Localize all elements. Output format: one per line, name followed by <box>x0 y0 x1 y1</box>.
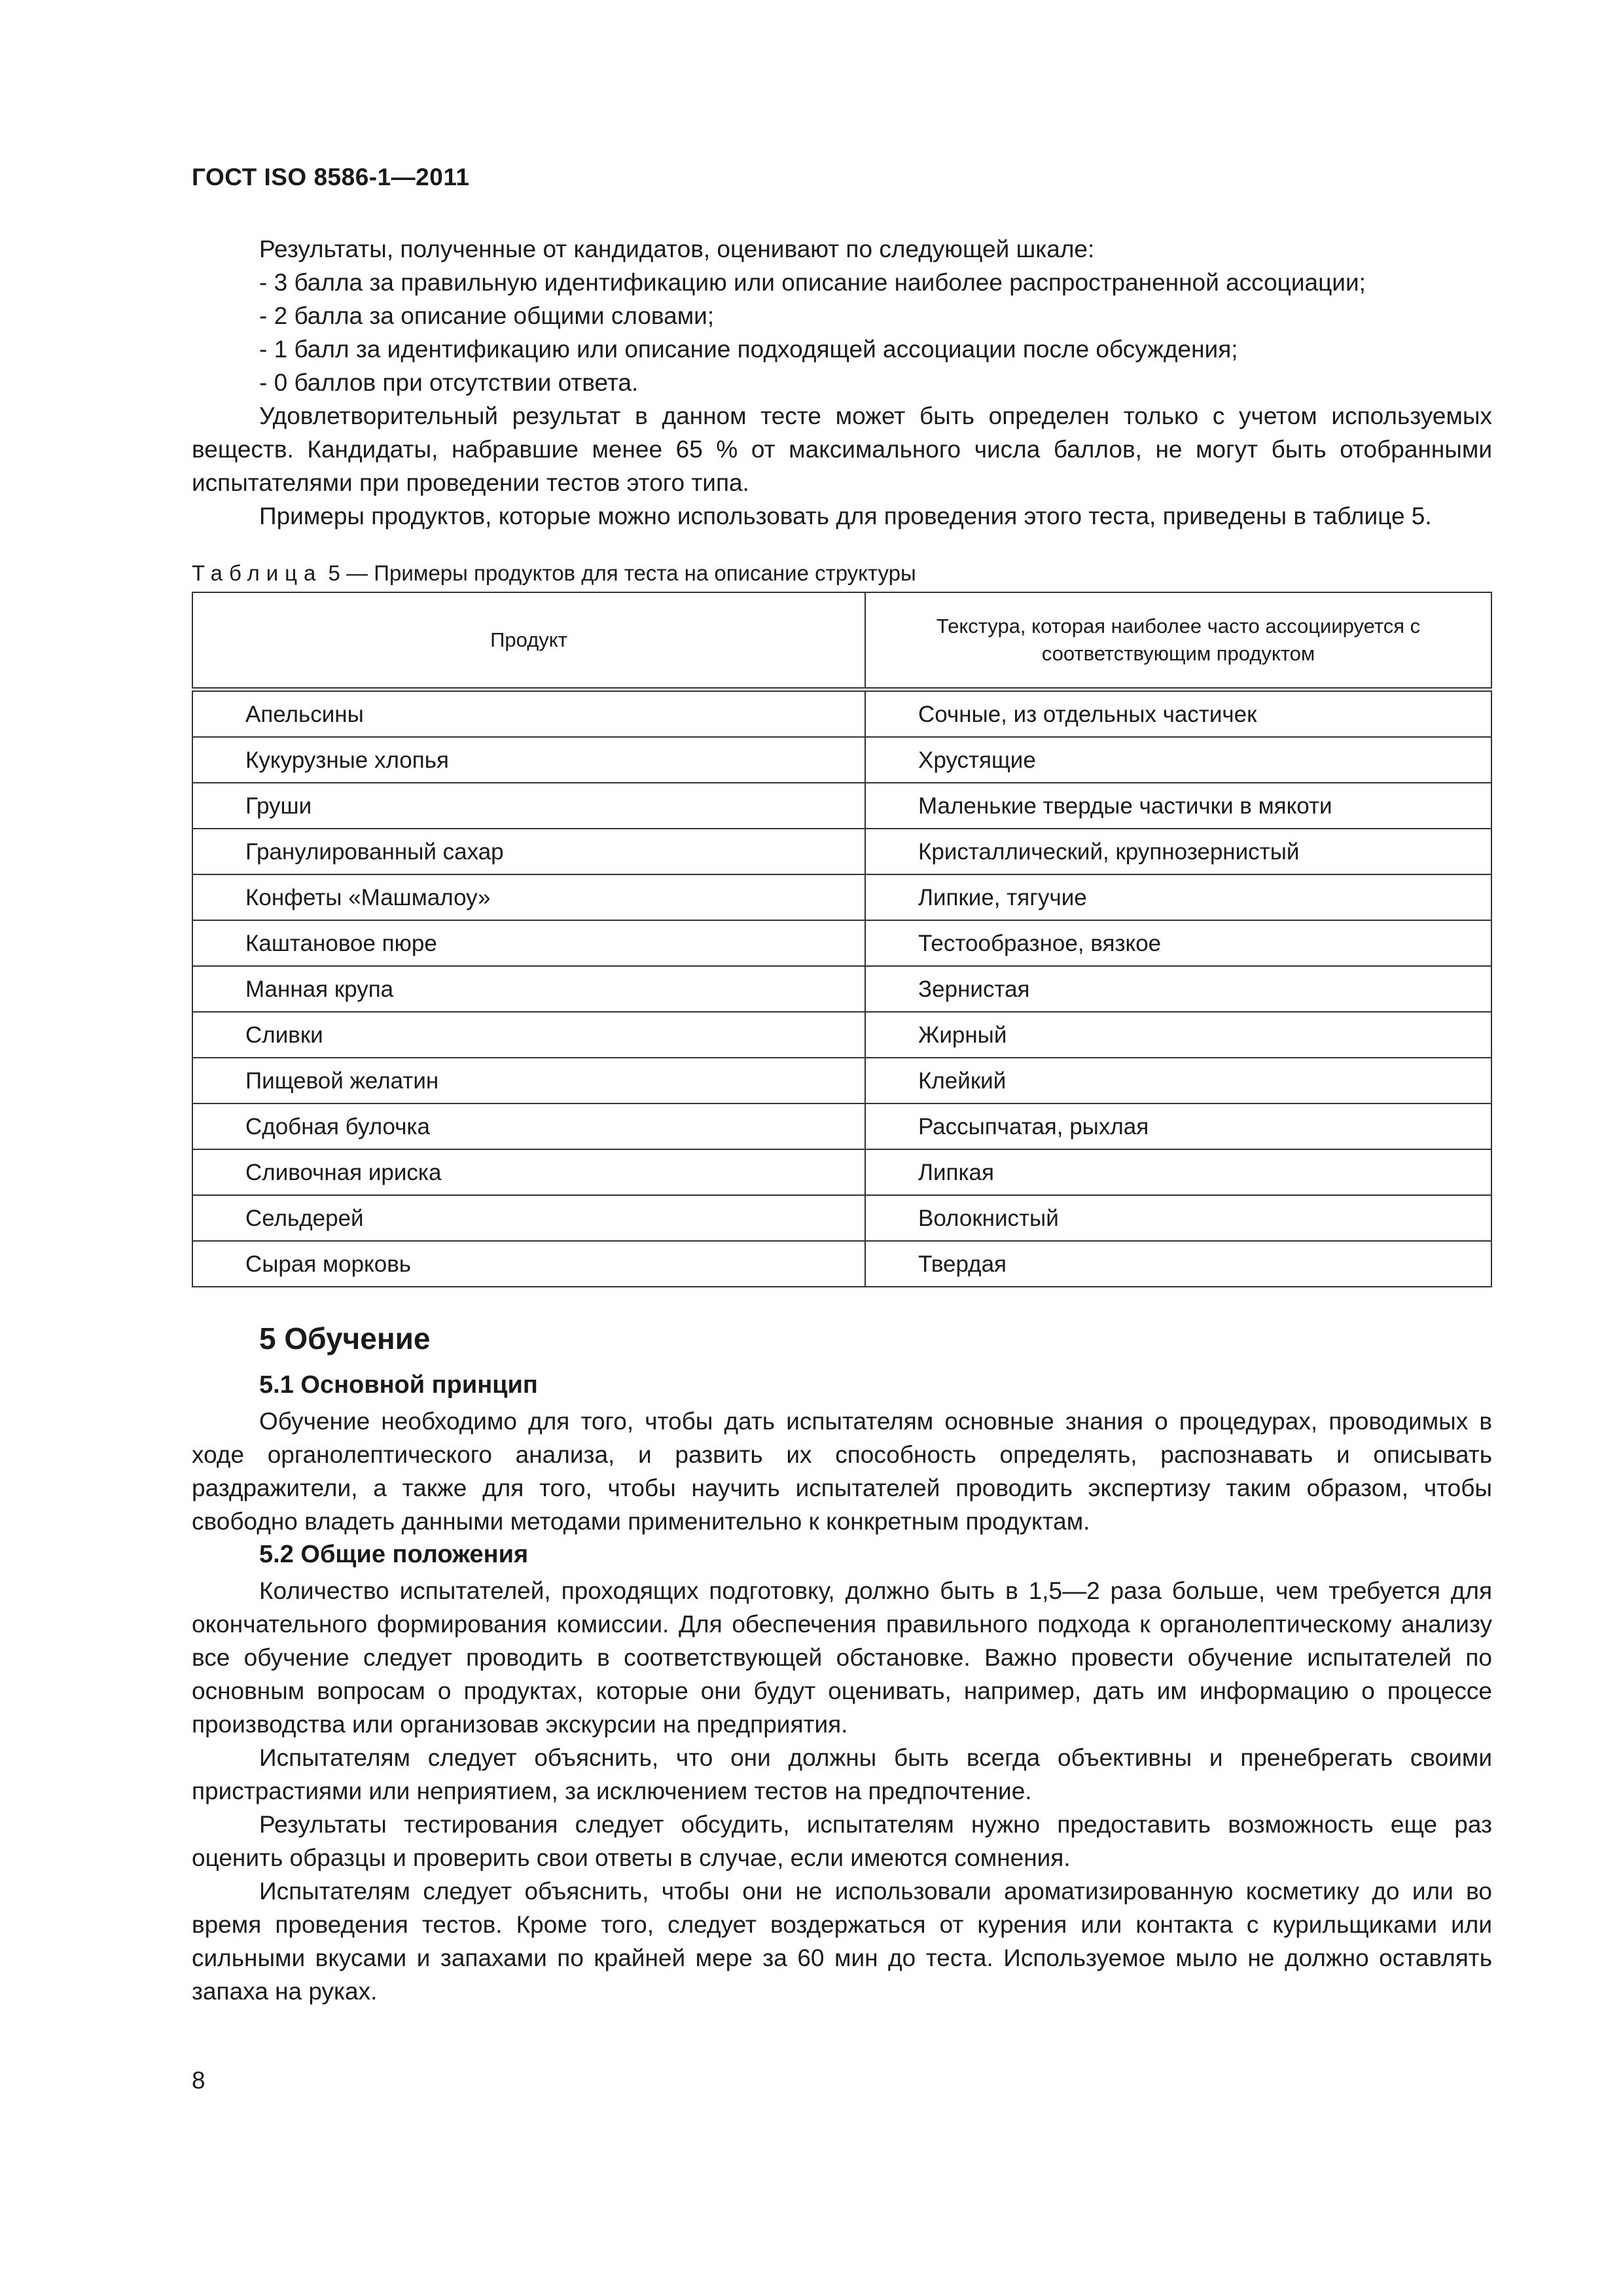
texture-cell: Зернистая <box>865 966 1491 1012</box>
page-content <box>192 232 1492 2008</box>
page-number: 8 <box>192 2067 205 2094</box>
product-cell: Кукурузные хлопья <box>192 737 865 783</box>
texture-cell: Сочные, из отдельных частичек <box>865 690 1491 738</box>
table-row <box>192 783 1491 829</box>
paragraph-general-2: Испытателям следует объяснить, что они должны быть всегда объективны и пренебрегать своими пристрастиями или неприятием, за исключением тестов на предпочтение. <box>192 1744 1492 1804</box>
column-header-texture: Текстура, которая наиболее часто ассоциируется с соответствующим продуктом <box>865 592 1491 690</box>
texture-cell: Жирный <box>865 1012 1491 1058</box>
texture-cell: Тестообразное, вязкое <box>865 920 1491 966</box>
table-row <box>192 920 1491 966</box>
scale-item-1: - 1 балл за идентификацию или описание подходящей ассоциации после обсуждения; <box>259 336 1238 363</box>
product-cell: Сырая морковь <box>192 1241 865 1287</box>
table-caption <box>192 559 1492 588</box>
texture-cell: Кристаллический, крупнозернистый <box>865 829 1491 874</box>
texture-cell: Маленькие твердые частички в мякоти <box>865 783 1491 829</box>
subsection-title-basic-principle: 5.1 Основной принцип <box>259 1371 538 1399</box>
table-row <box>192 829 1491 874</box>
texture-cell: Твердая <box>865 1241 1491 1287</box>
table-row <box>192 1103 1491 1149</box>
product-cell: Груши <box>192 783 865 829</box>
table-row <box>192 737 1491 783</box>
table-row <box>192 966 1491 1012</box>
paragraph-general-3: Результаты тестирования следует обсудить, испытателям нужно предоставить возможность еще раз оценить образцы и проверить свои ответы в случае, если имеются сомнения. <box>192 1811 1492 1871</box>
table-row <box>192 1058 1491 1103</box>
product-cell: Пищевой желатин <box>192 1058 865 1103</box>
product-cell: Каштановое пюре <box>192 920 865 966</box>
texture-cell: Волокнистый <box>865 1195 1491 1241</box>
table-row <box>192 874 1491 920</box>
product-cell: Конфеты «Машмалоу» <box>192 874 865 920</box>
texture-table <box>192 592 1492 1287</box>
paragraph-general-1: Количество испытателей, проходящих подготовку, должно быть в 1,5—2 раза больше, чем требуется для окончательного формирования комиссии. Для обеспечения правильного подхода к органолептическому анализу все обучение следует проводить в соответствующей обстановке. Важно провести обучение испытателей по основным вопросам о продуктах, которые они будут оценивать, например, дать им информацию о процессе производства или организовав экскурсии на предприятия. <box>192 1577 1492 1738</box>
subsection-title-general: 5.2 Общие положения <box>259 1541 529 1568</box>
product-cell: Манная крупа <box>192 966 865 1012</box>
texture-cell: Липкая <box>865 1149 1491 1195</box>
scale-lead: Результаты, полученные от кандидатов, оценивают по следующей шкале: <box>259 236 1095 262</box>
document-id: ГОСТ ISO 8586-1—2011 <box>192 164 470 190</box>
table-row <box>192 1012 1491 1058</box>
product-cell: Гранулированный сахар <box>192 829 865 874</box>
table-caption-text: 5 — Примеры продуктов для теста на описание структуры <box>322 561 916 585</box>
scale-item-3: - 3 балла за правильную идентификацию или описание наиболее распространенной ассоциации; <box>259 269 1366 296</box>
section-title: 5 Обучение <box>259 1321 431 1355</box>
texture-cell: Рассыпчатая, рыхлая <box>865 1103 1491 1149</box>
table-row <box>192 690 1491 738</box>
product-cell: Сливочная ириска <box>192 1149 865 1195</box>
product-cell: Сдобная булочка <box>192 1103 865 1149</box>
paragraph-examples: Примеры продуктов, которые можно использовать для проведения этого теста, приведены в таблице 5. <box>259 503 1432 529</box>
table-row <box>192 1195 1491 1241</box>
paragraph-general-4: Испытателям следует объяснить, чтобы они не использовали ароматизированную косметику до или во время проведения тестов. Кроме того, следует воздержаться от курения или контакта с курильщиками или сильными вкусами и запахами по крайней мере за 60 мин до теста. Используемое мыло не должно оставлять запаха на руках. <box>192 1878 1492 2005</box>
scale-item-0: - 0 баллов при отсутствии ответа. <box>259 369 639 396</box>
table-header-row <box>192 592 1491 690</box>
paragraph-basic-principle: Обучение необходимо для того, чтобы дать испытателям основные знания о процедурах, проводимых в ходе органолептического анализа, и развить их способность определять, распознавать и описывать раздражители, а также для того, чтобы научить испытателей проводить экспертизу таким образом, чтобы свободно владеть данными методами применительно к конкретным продуктам. <box>192 1408 1492 1535</box>
column-header-product: Продукт <box>192 592 865 690</box>
product-cell: Сельдерей <box>192 1195 865 1241</box>
texture-cell: Клейкий <box>865 1058 1491 1103</box>
texture-cell: Липкие, тягучие <box>865 874 1491 920</box>
scale-item-2: - 2 балла за описание общими словами; <box>259 302 715 329</box>
product-cell: Сливки <box>192 1012 865 1058</box>
texture-cell: Хрустящие <box>865 737 1491 783</box>
paragraph-result: Удовлетворительный результат в данном тесте может быть определен только с учетом используемых веществ. Кандидаты, набравшие менее 65 % от максимального числа баллов, не могут быть отобранными испытателями при проведении тестов этого типа. <box>192 403 1492 496</box>
table-caption-label: Таблица <box>192 561 323 585</box>
product-cell: Апельсины <box>192 690 865 738</box>
table-row <box>192 1149 1491 1195</box>
table-row <box>192 1241 1491 1287</box>
